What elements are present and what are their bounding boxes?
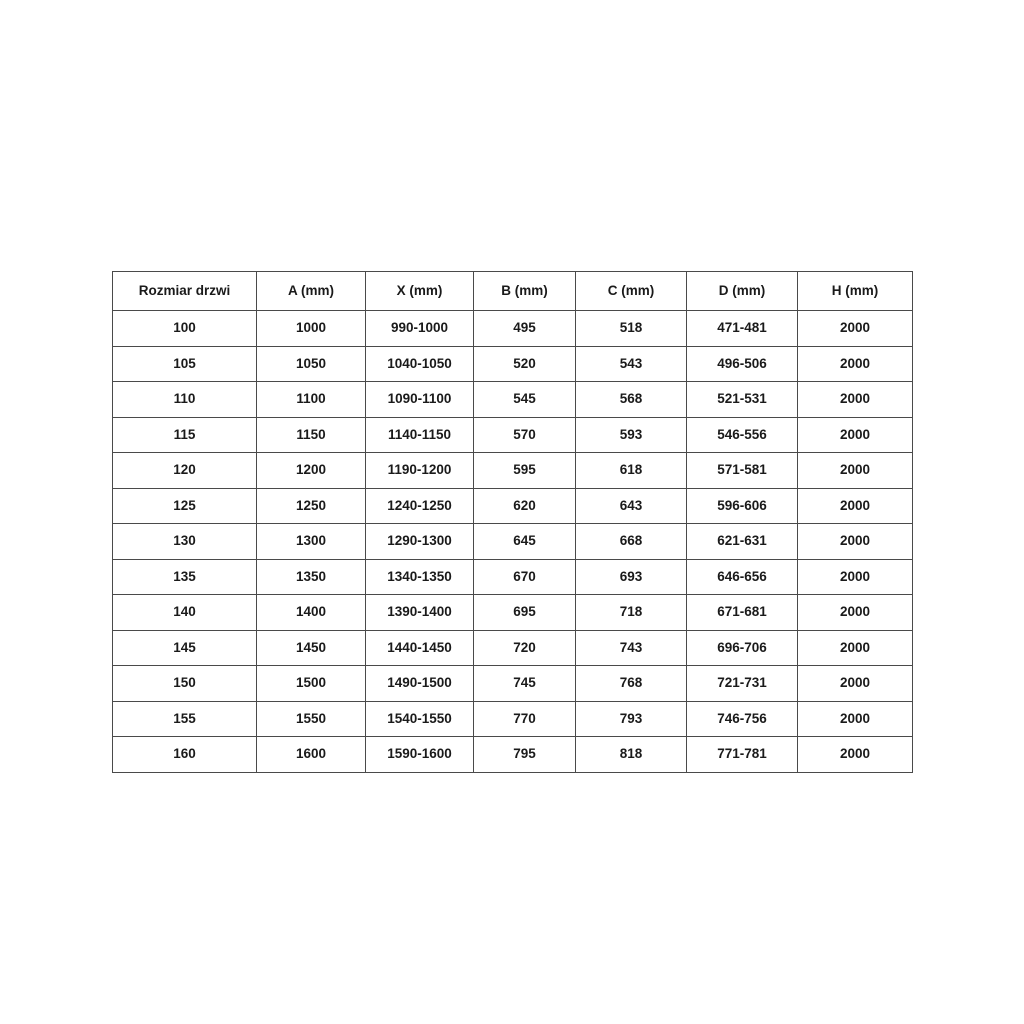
cell-door-size: 130 (113, 524, 257, 560)
cell-a: 1500 (257, 666, 366, 702)
cell-h: 2000 (798, 524, 913, 560)
cell-d: 596-606 (687, 488, 798, 524)
cell-d: 746-756 (687, 701, 798, 737)
table-row (113, 630, 913, 666)
cell-d: 696-706 (687, 630, 798, 666)
cell-door-size: 120 (113, 453, 257, 489)
cell-door-size: 125 (113, 488, 257, 524)
cell-b: 745 (474, 666, 576, 702)
cell-c: 768 (576, 666, 687, 702)
dimensions-table (112, 271, 913, 773)
cell-door-size: 155 (113, 701, 257, 737)
table-row (113, 382, 913, 418)
cell-a: 1050 (257, 346, 366, 382)
cell-d: 471-481 (687, 311, 798, 347)
table-row (113, 559, 913, 595)
table-row (113, 524, 913, 560)
cell-b: 720 (474, 630, 576, 666)
cell-a: 1100 (257, 382, 366, 418)
cell-h: 2000 (798, 559, 913, 595)
cell-b: 495 (474, 311, 576, 347)
cell-c: 568 (576, 382, 687, 418)
cell-h: 2000 (798, 453, 913, 489)
column-header-a: A (mm) (257, 272, 366, 311)
cell-b: 670 (474, 559, 576, 595)
table-row (113, 595, 913, 631)
cell-b: 570 (474, 417, 576, 453)
cell-c: 668 (576, 524, 687, 560)
column-header-x: X (mm) (366, 272, 474, 311)
cell-h: 2000 (798, 488, 913, 524)
table-row (113, 417, 913, 453)
table-row (113, 488, 913, 524)
cell-door-size: 115 (113, 417, 257, 453)
cell-a: 1300 (257, 524, 366, 560)
cell-a: 1000 (257, 311, 366, 347)
cell-h: 2000 (798, 630, 913, 666)
column-header-d: D (mm) (687, 272, 798, 311)
cell-h: 2000 (798, 737, 913, 773)
table-row (113, 311, 913, 347)
cell-h: 2000 (798, 595, 913, 631)
table-row (113, 737, 913, 773)
table-body (113, 311, 913, 773)
cell-d: 546-556 (687, 417, 798, 453)
table-header (113, 272, 913, 311)
cell-door-size: 100 (113, 311, 257, 347)
cell-b: 545 (474, 382, 576, 418)
cell-x: 1540-1550 (366, 701, 474, 737)
dimensions-table-container (112, 271, 912, 773)
cell-c: 793 (576, 701, 687, 737)
cell-a: 1150 (257, 417, 366, 453)
cell-a: 1400 (257, 595, 366, 631)
cell-b: 695 (474, 595, 576, 631)
cell-b: 645 (474, 524, 576, 560)
column-header-door-size: Rozmiar drzwi (113, 272, 257, 311)
cell-c: 643 (576, 488, 687, 524)
table-header-row (113, 272, 913, 311)
cell-d: 571-581 (687, 453, 798, 489)
cell-a: 1200 (257, 453, 366, 489)
cell-c: 543 (576, 346, 687, 382)
cell-door-size: 160 (113, 737, 257, 773)
cell-a: 1600 (257, 737, 366, 773)
cell-b: 595 (474, 453, 576, 489)
column-header-c: C (mm) (576, 272, 687, 311)
cell-h: 2000 (798, 417, 913, 453)
cell-x: 1290-1300 (366, 524, 474, 560)
cell-c: 743 (576, 630, 687, 666)
cell-x: 990-1000 (366, 311, 474, 347)
cell-b: 520 (474, 346, 576, 382)
cell-door-size: 140 (113, 595, 257, 631)
cell-x: 1340-1350 (366, 559, 474, 595)
cell-door-size: 110 (113, 382, 257, 418)
cell-a: 1550 (257, 701, 366, 737)
cell-d: 521-531 (687, 382, 798, 418)
cell-a: 1250 (257, 488, 366, 524)
table-row (113, 453, 913, 489)
cell-x: 1440-1450 (366, 630, 474, 666)
cell-d: 496-506 (687, 346, 798, 382)
cell-b: 620 (474, 488, 576, 524)
cell-x: 1240-1250 (366, 488, 474, 524)
cell-x: 1140-1150 (366, 417, 474, 453)
cell-door-size: 150 (113, 666, 257, 702)
column-header-b: B (mm) (474, 272, 576, 311)
cell-b: 770 (474, 701, 576, 737)
cell-door-size: 105 (113, 346, 257, 382)
cell-h: 2000 (798, 346, 913, 382)
table-row (113, 701, 913, 737)
cell-x: 1390-1400 (366, 595, 474, 631)
cell-h: 2000 (798, 666, 913, 702)
column-header-h: H (mm) (798, 272, 913, 311)
table-row (113, 346, 913, 382)
cell-c: 593 (576, 417, 687, 453)
cell-h: 2000 (798, 701, 913, 737)
cell-h: 2000 (798, 311, 913, 347)
cell-c: 818 (576, 737, 687, 773)
cell-door-size: 135 (113, 559, 257, 595)
cell-d: 646-656 (687, 559, 798, 595)
cell-door-size: 145 (113, 630, 257, 666)
cell-h: 2000 (798, 382, 913, 418)
cell-a: 1350 (257, 559, 366, 595)
cell-d: 721-731 (687, 666, 798, 702)
cell-b: 795 (474, 737, 576, 773)
cell-d: 671-681 (687, 595, 798, 631)
cell-x: 1090-1100 (366, 382, 474, 418)
cell-x: 1490-1500 (366, 666, 474, 702)
cell-d: 621-631 (687, 524, 798, 560)
cell-x: 1590-1600 (366, 737, 474, 773)
cell-d: 771-781 (687, 737, 798, 773)
cell-x: 1190-1200 (366, 453, 474, 489)
cell-c: 693 (576, 559, 687, 595)
cell-c: 618 (576, 453, 687, 489)
cell-a: 1450 (257, 630, 366, 666)
table-row (113, 666, 913, 702)
cell-c: 518 (576, 311, 687, 347)
cell-c: 718 (576, 595, 687, 631)
cell-x: 1040-1050 (366, 346, 474, 382)
